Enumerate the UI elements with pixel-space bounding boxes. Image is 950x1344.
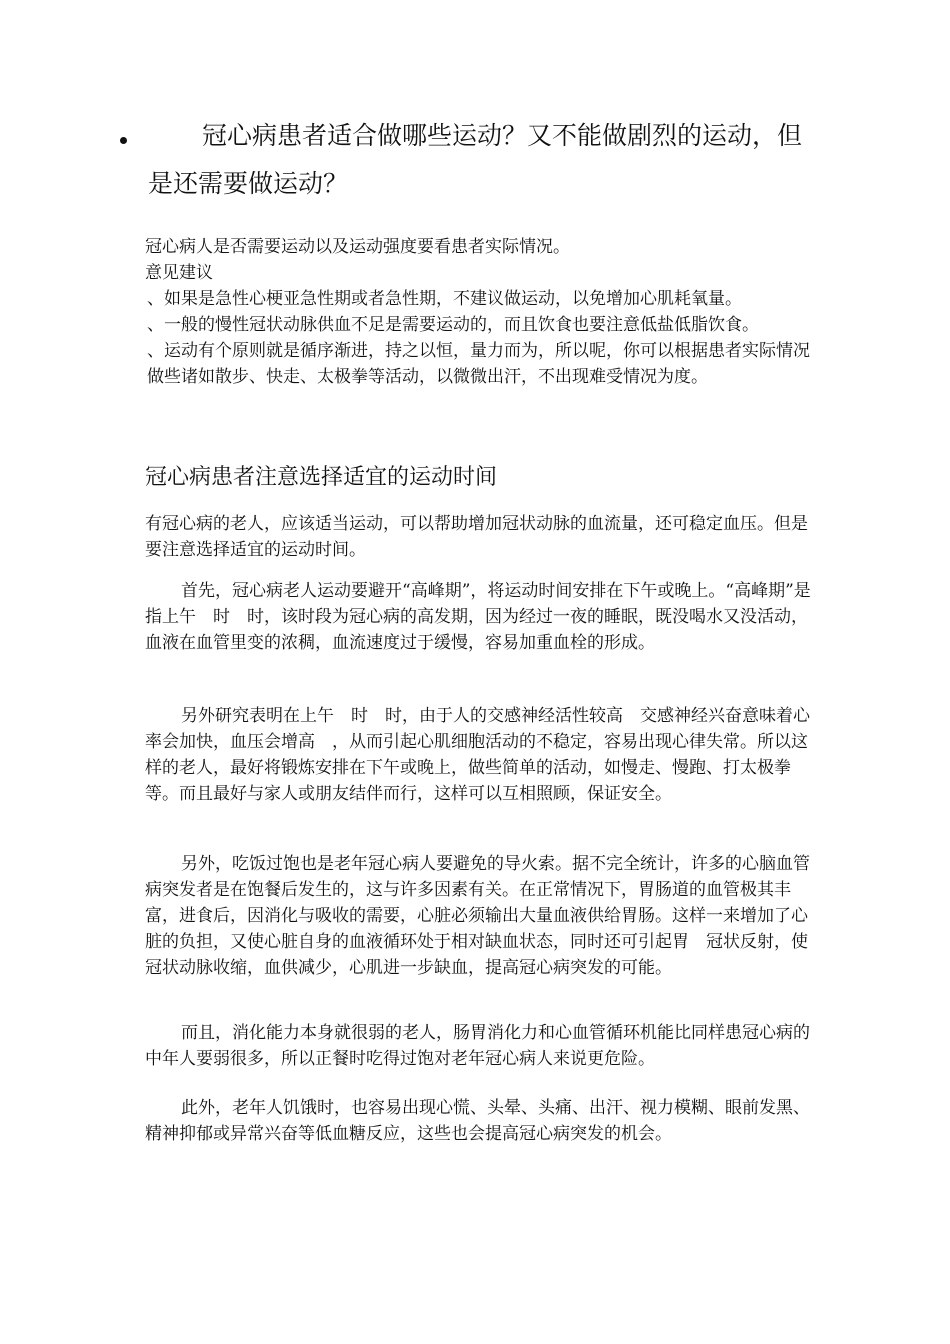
advice-item-1: 、如果是急性心梗亚急性期或者急性期，不建议做运动，以免增加心肌耗氧量。 bbox=[147, 289, 742, 309]
advice-item-3: 、运动有个原则就是循序渐进，持之以恒，量力而为，所以呢，你可以根据患者实际情况做些诸如散步、快走、太极拳等活动，以微微出汗，不出现难受情况为度。 bbox=[147, 341, 810, 387]
intro-block bbox=[145, 234, 815, 390]
paragraph-6: 此外，老年人饥饿时，也容易出现心慌、头晕、头痛、出汗、视力模糊、眼前发黑、精神抑郁或异常兴奋等低血糖反应，这些也会提高冠心病突发的机会。 bbox=[145, 1098, 810, 1144]
paragraph-3: 另外研究表明在上午 时 时，由于人的交感神经活性较高 交感神经兴奋意味着心率会加快，血压会增高 ，从而引起心肌细胞活动的不稳定，容易出现心律失常。所以这样的老人，最好将锻炼安排在下午或晚上，做些简单的活动，如慢走、慢跑、打太极拳等。而且最好与家人或朋友结伴而行，这样可以互相照顾，保证安全。 bbox=[145, 706, 810, 804]
section-heading: 冠心病患者注意选择适宜的运动时间 bbox=[145, 465, 498, 490]
intro-line: 冠心病人是否需要运动以及运动强度要看患者实际情况。 bbox=[145, 237, 570, 257]
paragraph-5: 而且，消化能力本身就很弱的老人，肠胃消化力和心血管循环机能比同样患冠心病的中年人要弱很多，所以正餐时吃得过饱对老年冠心病人来说更危险。 bbox=[145, 1023, 810, 1069]
advice-item-2: 、一般的慢性冠状动脉供血不足是需要运动的，而且饮食也要注意低盐低脂饮食。 bbox=[147, 315, 759, 335]
paragraph-1: 有冠心病的老人，应该适当运动，可以帮助增加冠状动脉的血流量，还可稳定血压。但是要注意选择适宜的运动时间。 bbox=[145, 514, 808, 560]
advice-label: 意见建议 bbox=[145, 263, 213, 283]
page-title: 冠心病患者适合做哪些运动？又不能做剧烈的运动，但是还需要做运动？ bbox=[148, 121, 803, 198]
paragraph-2: 首先，冠心病老人运动要避开“高峰期”，将运动时间安排在下午或晚上。“高峰期”是指上午 时 时，该时段为冠心病的高发期，因为经过一夜的睡眠，既没喝水又没活动，血液在血管里变的浓稠，血流速度过于缓慢，容易加重血栓的形成。 bbox=[145, 581, 811, 653]
paragraph-4: 另外，吃饭过饱也是老年冠心病人要避免的导火索。据不完全统计，许多的心脑血管病突发者是在饱餐后发生的，这与许多因素有关。在正常情况下，胃肠道的血管极其丰富，进食后，因消化与吸收的需要，心脏必须输出大量血液供给胃肠。这样一来增加了心脏的负担，又使心脏自身的血液循环处于相对缺血状态，同时还可引起胃 冠状反射，使冠状动脉收缩，血供减少，心肌进一步缺血，提高冠心病突发的可能。 bbox=[145, 854, 810, 978]
bullet-dot bbox=[120, 137, 127, 144]
